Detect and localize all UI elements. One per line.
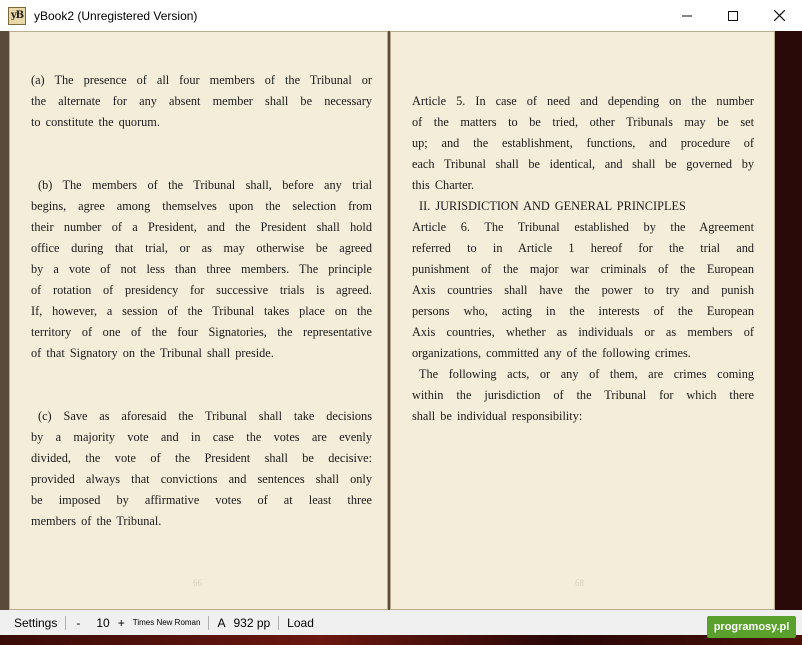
watermark-badge: programosy.pl bbox=[707, 616, 796, 638]
paragraph-a bbox=[31, 70, 372, 133]
text-line: Article 6. The Tribunal established by the Agreement bbox=[412, 220, 754, 234]
minimize-icon bbox=[682, 11, 692, 21]
text-line: begins, agree among themselves upon the selection from bbox=[31, 199, 372, 213]
text-line: divided, the vote of the President shall be decisive: bbox=[31, 451, 372, 465]
text-line: (b) The members of the Tribunal shall, before any trial bbox=[38, 178, 372, 192]
paragraph-article-5-6 bbox=[412, 91, 754, 427]
maximize-icon bbox=[728, 11, 738, 21]
section-heading: II. JURISDICTION AND GENERAL PRINCIPLES bbox=[419, 199, 686, 213]
text-line: by a majority vote and in case the votes are evenly bbox=[31, 430, 372, 444]
load-button[interactable]: Load bbox=[287, 615, 314, 630]
minimize-button[interactable] bbox=[664, 0, 710, 31]
text-line: (a) The presence of all four members of the Tribunal or bbox=[31, 73, 372, 87]
close-button[interactable] bbox=[756, 0, 802, 31]
app-logo-icon: yB bbox=[8, 7, 26, 25]
text-line: by a vote of not less than three members. The principle bbox=[31, 262, 372, 276]
text-line: referred to in Article 1 hereof for the trial and bbox=[412, 241, 754, 255]
text-line: members of the Tribunal. bbox=[31, 514, 162, 528]
font-size-value: 10 bbox=[96, 615, 110, 630]
left-page[interactable] bbox=[9, 31, 388, 610]
text-line: The following acts, or any of them, are crimes coming bbox=[419, 367, 754, 381]
text-line: organizations, committed any of the following crimes. bbox=[412, 346, 691, 360]
font-name-selector[interactable]: Times New Roman bbox=[132, 618, 201, 627]
text-line: their number of a President, and the President shall hold bbox=[31, 220, 372, 234]
desktop-background-strip bbox=[0, 635, 802, 645]
close-icon bbox=[774, 10, 785, 21]
text-line: the alternate for any absent member shall be necessary bbox=[31, 94, 372, 108]
window-edge bbox=[775, 31, 802, 610]
paragraph-c bbox=[31, 406, 372, 532]
window-title: yBook2 (Unregistered Version) bbox=[34, 8, 198, 23]
right-page[interactable] bbox=[390, 31, 775, 610]
title-bar[interactable] bbox=[0, 0, 802, 31]
page-number: 68 bbox=[575, 578, 584, 588]
text-line: Article 5. In case of need and depending on the number bbox=[412, 94, 754, 108]
maximize-button[interactable] bbox=[710, 0, 756, 31]
text-line: up; and the establishment, functions, and procedure of bbox=[412, 136, 754, 150]
font-size-decrease-button[interactable]: - bbox=[76, 615, 81, 630]
window-controls bbox=[664, 0, 802, 31]
text-line: punishment of the major war criminals of the European bbox=[412, 262, 754, 276]
text-line: this Charter. bbox=[412, 178, 475, 192]
text-line: (c) Save as aforesaid the Tribunal shall take decisions bbox=[38, 409, 372, 423]
font-button[interactable]: A bbox=[217, 615, 226, 630]
page-number: 66 bbox=[193, 578, 202, 588]
text-line: Axis countries shall have the power to try and punish bbox=[412, 283, 754, 297]
text-line: If, however, a session of the Tribunal takes place on the bbox=[31, 304, 372, 318]
text-line: of that Signatory on the Tribunal shall preside. bbox=[31, 346, 274, 360]
text-line: of the matters to be tried, other Tribunals may be set bbox=[412, 115, 754, 129]
text-line: of rotation of presidency for successive trials is agreed. bbox=[31, 283, 372, 297]
text-line: office during that trial, or as may otherwise be agreed bbox=[31, 241, 372, 255]
text-line: provided always that convictions and sentences shall only bbox=[31, 472, 372, 486]
paragraph-b bbox=[31, 175, 372, 364]
text-line: territory of one of the four Signatories, the representative bbox=[31, 325, 372, 339]
page-count: 932 pp bbox=[233, 615, 271, 630]
text-line: to constitute the quorum. bbox=[31, 115, 160, 129]
text-line: each Tribunal shall be identical, and shall be governed by bbox=[412, 157, 754, 171]
status-bar bbox=[0, 610, 802, 635]
text-line: shall be individual responsibility: bbox=[412, 409, 583, 423]
reader-area bbox=[0, 31, 802, 610]
text-line: within the jurisdiction of the Tribunal for which there bbox=[412, 388, 754, 402]
font-size-increase-button[interactable]: + bbox=[117, 615, 125, 630]
text-line: persons who, acting in the interests of the European bbox=[412, 304, 754, 318]
text-line: be imposed by affirmative votes of at least three bbox=[31, 493, 372, 507]
text-line: Axis countries, whether as individuals or as members of bbox=[412, 325, 754, 339]
settings-button[interactable]: Settings bbox=[14, 615, 58, 630]
